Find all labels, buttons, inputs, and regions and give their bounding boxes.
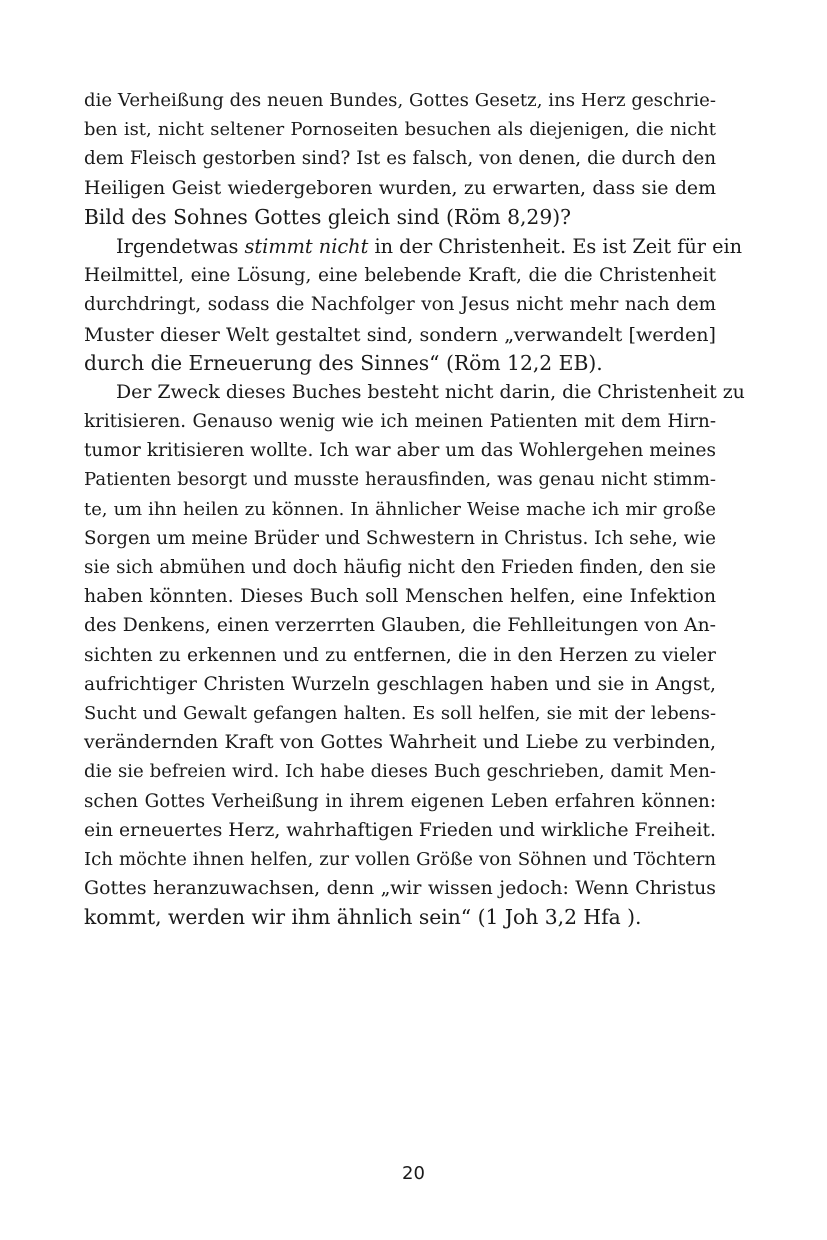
text-line [84, 874, 716, 903]
text-segment: sie sich abmühen und doch häufig nicht den Frieden finden, den sie [84, 557, 716, 578]
text-segment: ein erneuertes Herz, wahrhaftigen Frieden und wirkliche Freiheit. [84, 819, 716, 841]
paragraph [84, 378, 745, 933]
body-text [84, 86, 745, 932]
paragraph [84, 86, 716, 232]
text-segment: Ich möchte ihnen helfen, zur vollen Größe von Söhnen und Töchtern [84, 848, 716, 870]
text-segment: tumor kritisieren wollte. Ich war aber um das Wohlergehen meines [84, 440, 716, 462]
text-line [84, 436, 716, 465]
text-segment: te, um ihn heilen zu können. In ähnlicher Weise mache ich mir große [84, 498, 716, 520]
page-number: 20 [402, 1163, 425, 1184]
emphasis-text: stimmt nicht [244, 234, 369, 258]
text-segment: die Verheißung des neuen Bundes, Gottes Gesetz, ins Herz geschrie- [84, 90, 716, 111]
text-line [84, 553, 716, 582]
text-segment: Muster dieser Welt gestaltet sind, sondern „verwandelt [werden] [84, 322, 716, 346]
text-line [84, 144, 716, 173]
text-line [84, 787, 716, 816]
text-segment: Sucht und Gewalt gefangen halten. Es soll helfen, sie mit der lebens- [84, 702, 716, 724]
text-segment: kommt, werden wir ihm ähnlich sein“ (1 Joh 3,2 Hfa ). [84, 905, 642, 930]
text-segment: Heilmittel, eine Lösung, eine belebende Kraft, die die Christenheit [84, 265, 716, 287]
paragraph [84, 232, 743, 378]
text-segment: aufrichtiger Christen Wurzeln geschlagen haben und sie in Angst, [84, 673, 716, 695]
text-line [84, 203, 716, 232]
text-line [84, 582, 716, 611]
text-line [84, 903, 716, 932]
text-line [84, 611, 716, 640]
text-segment: des Denkens, einen verzerrten Glauben, die Fehlleitungen von An- [84, 615, 716, 637]
text-segment: ben ist, nicht seltener Pornoseiten besuchen als diejenigen, die nicht [84, 119, 716, 141]
text-segment: schen Gottes Verheißung in ihrem eigenen Leben erfahren können: [84, 790, 716, 812]
text-segment: dem Fleisch gestorben sind? Ist es falsch, von denen, die durch den [84, 148, 716, 170]
text-line [84, 845, 716, 874]
text-line [84, 261, 716, 290]
text-line [84, 495, 716, 524]
text-segment: Gottes heranzuwachsen, denn „wir wissen jedoch: Wenn Christus [84, 877, 716, 900]
text-segment: Heiligen Geist wiedergeboren wurden, zu erwarten, dass sie dem [84, 176, 716, 199]
text-line [84, 115, 716, 144]
text-line [84, 699, 716, 728]
text-line [84, 349, 716, 378]
text-line [84, 670, 716, 699]
text-line [84, 816, 716, 845]
text-line [84, 407, 716, 436]
text-line [84, 378, 745, 407]
text-segment: verändernden Kraft von Gottes Wahrheit und Liebe zu verbinden, [84, 731, 716, 754]
text-segment: die sie befreien wird. Ich habe dieses Buch geschrieben, damit Men- [84, 761, 716, 783]
text-segment: sichten zu erkennen und zu entfernen, die in den Herzen zu vieler [84, 644, 716, 666]
text-segment: Patienten besorgt und musste herausfinden, was genau nicht stimm- [84, 469, 716, 491]
text-segment: durchdringt, sodass die Nachfolger von Jesus nicht mehr nach dem [84, 294, 716, 316]
text-line [84, 320, 716, 349]
text-segment: durch die Erneuerung des Sinnes“ (Röm 12,2 EB). [84, 350, 603, 375]
text-line [84, 728, 716, 757]
text-segment: Sorgen um meine Brüder und Schwestern in Christus. Ich sehe, wie [84, 527, 716, 549]
text-line [84, 465, 716, 494]
text-line [84, 86, 716, 115]
text-line [84, 641, 716, 670]
text-line [84, 757, 716, 786]
text-line [84, 174, 716, 203]
text-segment: Irgendetwas [116, 234, 245, 258]
text-segment: Bild des Sohnes Gottes gleich sind (Röm 8,29)? [84, 204, 572, 229]
text-line [84, 232, 743, 261]
text-line [84, 524, 716, 553]
text-segment: Der Zweck dieses Buches besteht nicht darin, die Christenheit zu [116, 380, 745, 403]
text-segment: haben könnten. Dieses Buch soll Menschen helfen, eine Infektion [84, 585, 716, 608]
text-line [84, 290, 716, 319]
text-segment: kritisieren. Genauso wenig wie ich meinen Patienten mit dem Hirn- [84, 411, 716, 433]
text-segment: in der Christenheit. Es ist Zeit für ein [368, 234, 743, 258]
